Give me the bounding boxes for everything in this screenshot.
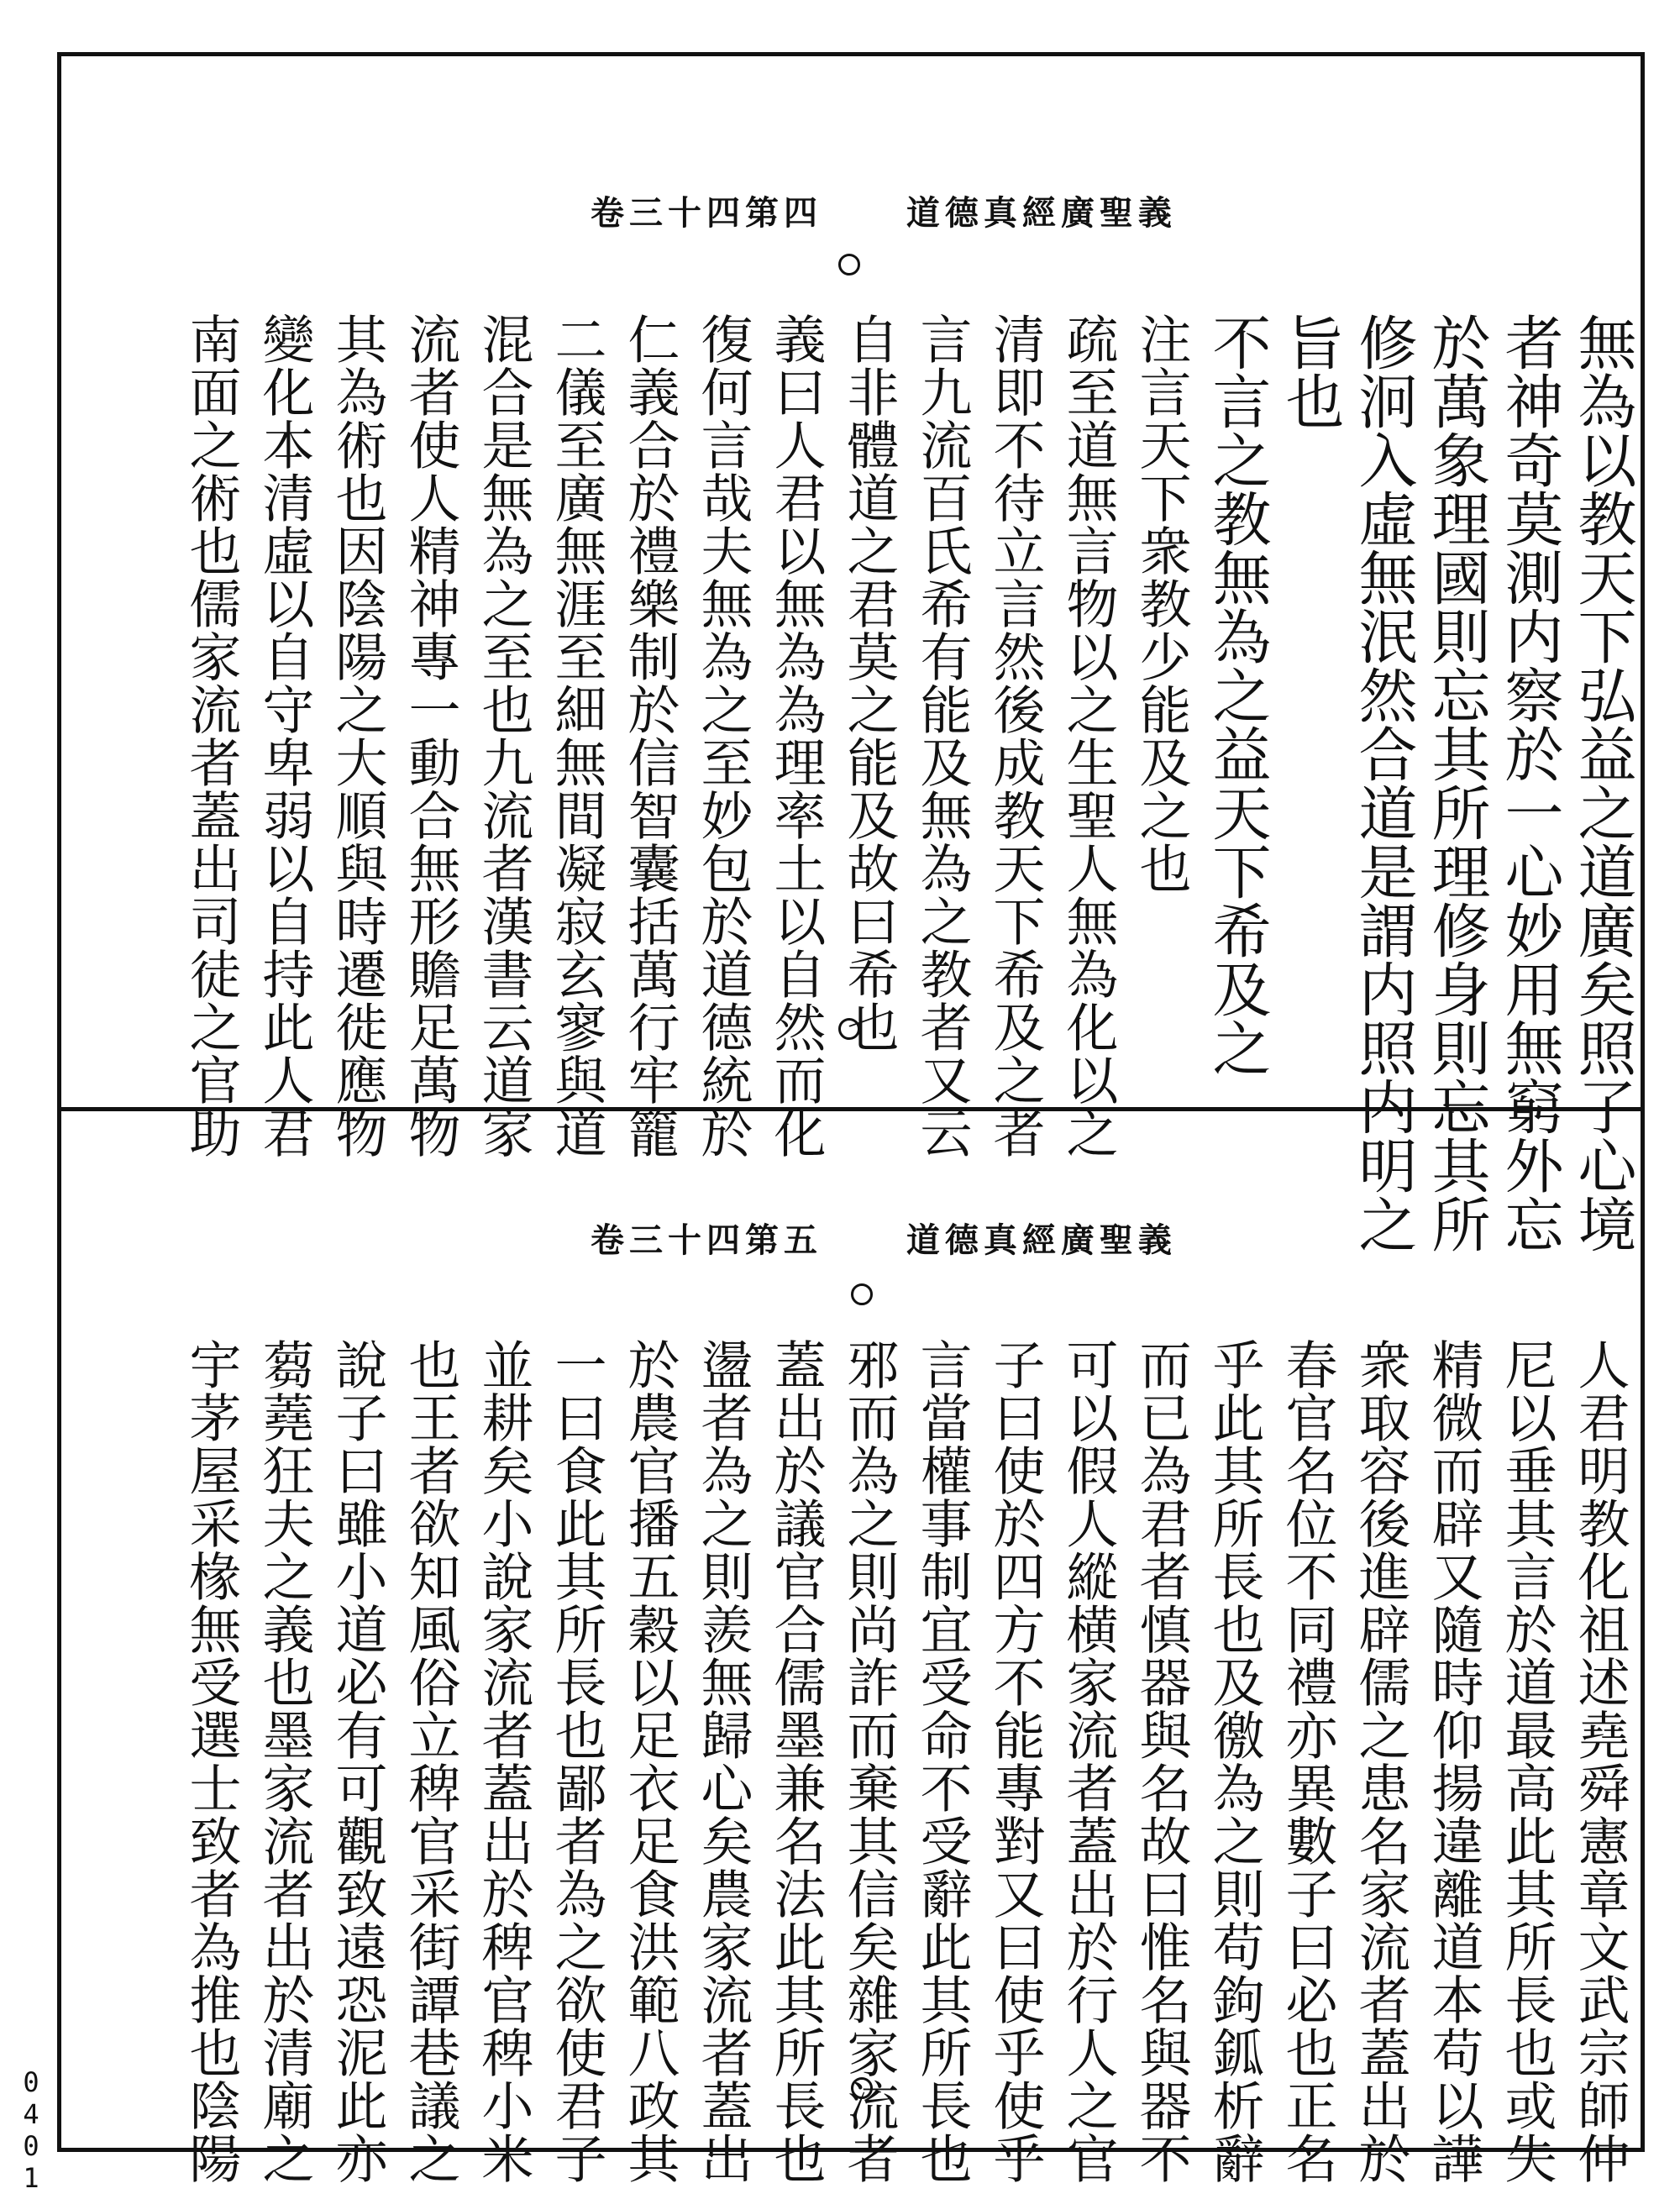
text-column: 旨也 — [1276, 312, 1345, 430]
text-column: 人君明教化祖述堯舜憲章文武宗師仲 — [1569, 1338, 1630, 2185]
text-column: 不言之教無為之益天下希及之 — [1203, 312, 1272, 1077]
text-column: 其為術也因陰陽之大順與時遷徙應物 — [327, 312, 388, 1159]
text-column: 衆取容後進辟儒之患名家流者蓋出於 — [1350, 1338, 1411, 2185]
text-column: 說子曰雖小道必有可觀致遠恐泥此亦 — [327, 1338, 388, 2185]
text-column: 於萬象理國則忘其所理修身則忘其所 — [1422, 312, 1491, 1253]
text-column: 言當權事制宜受命不受辭此其所長也 — [911, 1338, 973, 2185]
text-column: 精微而辟又隨時仰揚違離道本苟以譁 — [1423, 1338, 1484, 2185]
bottom-header-title: 道德真經廣聖義 — [906, 1220, 1177, 1260]
top-page-header — [591, 186, 1177, 233]
bottom-header-volume: 卷三十四第五 — [591, 1220, 822, 1260]
text-column: 春官名位不同禮亦異數子曰必也正名 — [1277, 1338, 1338, 2185]
text-column: 無為以教天下弘益之道廣矣照了心境 — [1568, 312, 1637, 1253]
text-column: 南面之術也儒家流者蓋出司徒之官助 — [181, 312, 242, 1159]
top-header-volume: 卷三十四第四 — [591, 193, 822, 233]
text-column: 仁義合於禮樂制於信智囊括萬行牢籠 — [619, 312, 680, 1159]
text-column: 子曰使於四方不能專對又曰使乎使乎 — [984, 1338, 1046, 2185]
punctuation-circle — [838, 254, 860, 276]
text-column: 一曰食此其所長也鄙者為之欲使君子 — [546, 1338, 607, 2185]
text-column: 言九流百氏希有能及無為之教者又云 — [911, 312, 973, 1159]
text-column: 而已為君者慎器與名故曰惟名與器不 — [1131, 1338, 1192, 2185]
text-column: 者神奇莫測内察於一心妙用無窮外忘 — [1495, 312, 1564, 1253]
punctuation-circle — [851, 1283, 873, 1305]
text-column: 乎此其所長也及徼為之則苟鉤鈲析辭 — [1204, 1338, 1265, 2185]
top-header-title: 道德真經廣聖義 — [906, 193, 1177, 233]
bottom-page — [61, 1111, 1641, 2185]
text-column: 也王者欲知風俗立稗官采街譚巷議之 — [400, 1338, 461, 2185]
text-column: 流者使人精神專一動合無形贍足萬物 — [400, 312, 461, 1159]
text-column: 於農官播五穀以足衣足食洪範八政其 — [619, 1338, 680, 2185]
text-column: 修泂入虛無泯然合道是謂内照内明之 — [1349, 312, 1418, 1253]
margin-page-number: 0401 — [15, 2066, 47, 2194]
text-column: 變化本清虛以自守卑弱以自持此人君 — [254, 312, 315, 1159]
text-column: 可以假人縱横家流者蓋出於行人之官 — [1058, 1338, 1119, 2185]
text-column: 尼以垂其言於道最高此其所長也或失 — [1496, 1338, 1557, 2185]
text-column: 並耕矣小說家流者蓋出於稗官稗小米 — [473, 1338, 534, 2185]
text-column: 宇茅屋采椽無受選士致者為推也陰陽 — [181, 1338, 242, 2185]
text-column: 疏至道無言物以之生聖人無為化以之 — [1058, 312, 1119, 1159]
text-column: 蓋出於議官合儒墨兼名法此其所長也 — [765, 1338, 827, 2185]
text-column: 邪而為之則尚詐而棄其信矣雜家流者 — [838, 1338, 900, 2185]
text-column: 復何言哉夫無為之至妙包於道德統於 — [692, 312, 753, 1159]
text-column: 注言天下衆教少能及之也 — [1131, 312, 1192, 895]
text-column: 清即不待立言然後成教天下希及之者 — [984, 312, 1046, 1159]
text-column: 混合是無為之至也九流者漢書云道家 — [473, 312, 534, 1159]
text-column: 自非體道之君莫之能及故曰希也 — [838, 312, 900, 1053]
text-column: 二儀至廣無涯至細無間凝寂玄寥與道 — [546, 312, 607, 1159]
bottom-page-header — [591, 1214, 1177, 1260]
text-column: 義曰人君以無為為理率土以自然而化 — [765, 312, 827, 1159]
text-column: 盪者為之則羨無歸心矣農家流者蓋出 — [692, 1338, 753, 2185]
text-column: 蒭蕘狂夫之義也墨家流者出於清廟之 — [254, 1338, 315, 2185]
